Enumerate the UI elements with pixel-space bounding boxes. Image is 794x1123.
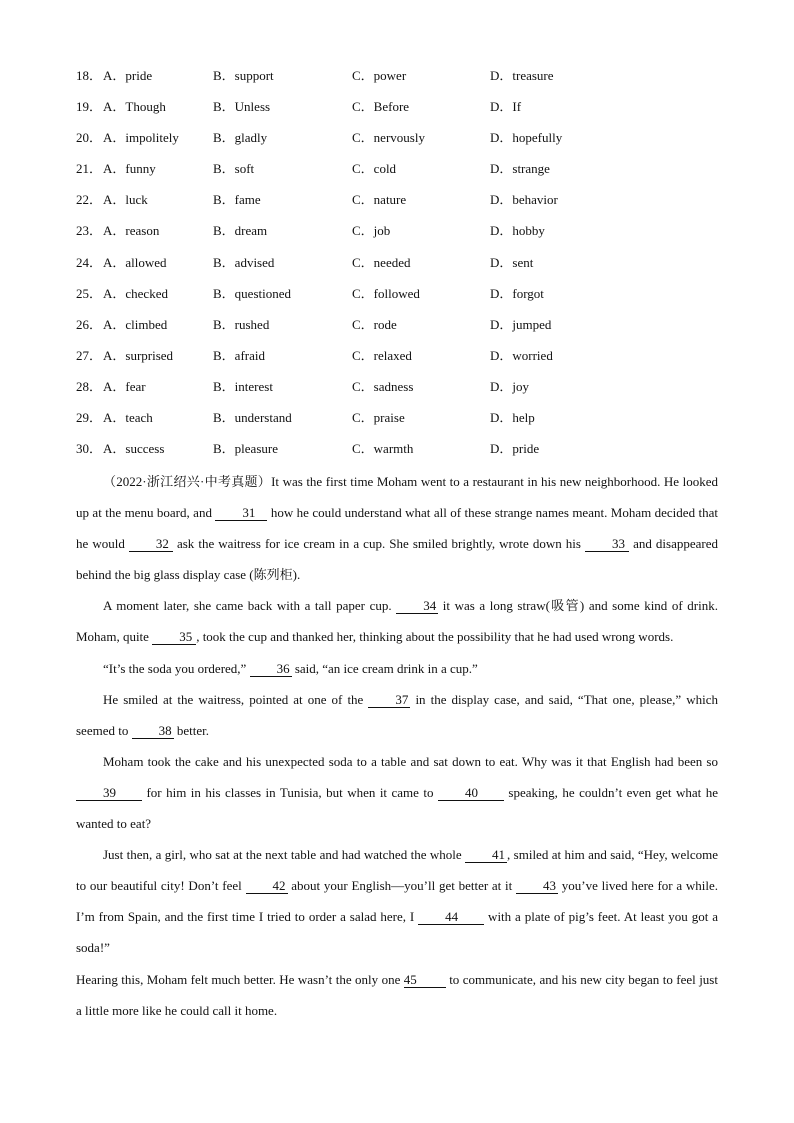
passage-text: speaking, he couldn’t even get what he wanted to eat? bbox=[76, 784, 718, 832]
option-d: D．help bbox=[490, 410, 535, 426]
option-d: D．sent bbox=[490, 254, 534, 270]
passage-text: , took the cup and thanked her, thinking about the possibility that he had used wrong words. bbox=[196, 629, 674, 645]
blank-43: 43 bbox=[516, 879, 558, 894]
blank-35: 35 bbox=[152, 630, 196, 645]
passage-text: and disappeared behind the big glass display case (陈列柜). bbox=[76, 536, 718, 583]
blank-45: 45 bbox=[404, 973, 446, 988]
option-b: B．Unless bbox=[213, 99, 271, 115]
passage-text: “It’s the soda you ordered,” bbox=[103, 660, 250, 676]
passage-paragraph-3 bbox=[76, 653, 718, 684]
option-c: C．power bbox=[352, 68, 407, 83]
option-a: A．funny bbox=[103, 161, 156, 177]
option-a: A．allowed bbox=[103, 254, 167, 270]
option-b: B．support bbox=[213, 68, 274, 83]
blank-44: 44 bbox=[418, 910, 484, 925]
passage-text: in the display case, and said, “That one, please,” which seemed to bbox=[76, 691, 718, 738]
passage-text: Hearing this, Moham felt much better. He wasn’t the only one bbox=[76, 971, 404, 987]
option-d: D．jumped bbox=[490, 316, 552, 332]
option-c: C．rode bbox=[352, 316, 397, 332]
passage-text: better. bbox=[173, 722, 209, 738]
option-d: D．forgot bbox=[490, 285, 544, 301]
option-c: C．nervously bbox=[352, 130, 425, 146]
source-note: （2022·浙江绍兴·中考真题） bbox=[103, 474, 272, 489]
option-c: C．followed bbox=[352, 285, 420, 301]
option-d: D．treasure bbox=[490, 68, 554, 83]
option-c: C．relaxed bbox=[352, 347, 412, 363]
option-c: C．sadness bbox=[352, 378, 414, 394]
option-a: A．Though bbox=[103, 99, 166, 115]
question-number: 19． bbox=[76, 99, 103, 115]
passage-text: about your English—you’ll get better at it bbox=[287, 878, 517, 894]
blank-31: 31 bbox=[215, 506, 267, 521]
passage-paragraph-2 bbox=[76, 590, 718, 652]
question-number: 22． bbox=[76, 192, 103, 208]
question-number: 26． bbox=[76, 316, 103, 332]
blank-38: 38 bbox=[132, 724, 174, 739]
option-c: C．needed bbox=[352, 254, 411, 270]
passage-text: to communicate, and his new city began to feel just a little more like he could call it home. bbox=[76, 971, 718, 1018]
passage-text: for him in his classes in Tunisia, but when it came to bbox=[142, 784, 438, 800]
option-b: B．advised bbox=[213, 254, 275, 270]
passage-text: how he could understand what all of these strange names meant. Moham decided that he would bbox=[76, 505, 718, 552]
cloze-passage bbox=[76, 466, 718, 1026]
passage-paragraph-6 bbox=[76, 839, 718, 963]
question-number: 20． bbox=[76, 130, 103, 146]
blank-36: 36 bbox=[250, 662, 292, 677]
option-d: D．If bbox=[490, 99, 522, 115]
option-d: D．worried bbox=[490, 347, 553, 363]
passage-text: , smiled at him and said, “Hey, welcome to our beautiful city! Don’t feel bbox=[76, 847, 718, 894]
passage-text: with a plate of pig’s feet. At least you got a soda!” bbox=[76, 909, 718, 956]
passage-paragraph-7 bbox=[76, 964, 718, 1026]
option-b: B．fame bbox=[213, 192, 261, 208]
option-a: A．pride bbox=[103, 68, 153, 83]
question-number: 28． bbox=[76, 378, 103, 394]
question-number: 18． bbox=[76, 68, 103, 83]
passage-text: A moment later, she came back with a tall paper cup. bbox=[103, 598, 397, 614]
question-number: 25． bbox=[76, 285, 103, 301]
option-d: D．joy bbox=[490, 378, 530, 394]
question-number: 30． bbox=[76, 441, 103, 457]
option-a: A．surprised bbox=[103, 347, 174, 363]
passage-paragraph-4 bbox=[76, 684, 718, 746]
option-b: B．questioned bbox=[213, 285, 291, 301]
option-c: C．cold bbox=[352, 161, 397, 177]
option-b: B．dream bbox=[213, 223, 268, 239]
passage-paragraph-1 bbox=[76, 466, 718, 590]
option-b: B．afraid bbox=[213, 347, 265, 363]
option-c: C．job bbox=[352, 223, 391, 239]
blank-42: 42 bbox=[246, 879, 288, 894]
question-number: 24． bbox=[76, 254, 103, 270]
option-d: D．pride bbox=[490, 441, 540, 457]
option-a: A．luck bbox=[103, 192, 148, 208]
option-c: C．praise bbox=[352, 410, 405, 426]
passage-text: it was a long straw(吸管) and some kind of drink. Moham, quite bbox=[76, 598, 718, 645]
passage-text: Just then, a girl, who sat at the next table and had watched the whole bbox=[103, 847, 466, 863]
question-number: 21． bbox=[76, 161, 103, 177]
passage-text: you’ve lived here for a while. I’m from Spain, and the first time I tried to order a salad here, I bbox=[76, 878, 718, 925]
blank-33: 33 bbox=[585, 537, 629, 552]
option-c: C．nature bbox=[352, 192, 407, 208]
blank-40: 40 bbox=[438, 786, 504, 801]
option-a: A．impolitely bbox=[103, 130, 179, 146]
question-number: 29． bbox=[76, 410, 103, 426]
option-b: B．soft bbox=[213, 161, 255, 177]
option-a: A．climbed bbox=[103, 316, 168, 332]
passage-paragraph-5 bbox=[76, 746, 718, 839]
passage-text: ask the waitress for ice cream in a cup. She smiled brightly, wrote down his bbox=[172, 536, 586, 552]
option-b: B．pleasure bbox=[213, 441, 278, 457]
passage-text: said, “an ice cream drink in a cup.” bbox=[291, 660, 478, 676]
option-d: D．behavior bbox=[490, 192, 558, 208]
option-a: A．success bbox=[103, 441, 165, 457]
passage-text: He smiled at the waitress, pointed at one of the bbox=[103, 691, 369, 707]
blank-39: 39 bbox=[76, 786, 142, 801]
option-d: D．strange bbox=[490, 161, 550, 177]
option-c: C．Before bbox=[352, 99, 410, 115]
option-a: A．checked bbox=[103, 285, 168, 301]
question-number: 27． bbox=[76, 347, 103, 363]
option-b: B．rushed bbox=[213, 316, 270, 332]
option-d: D．hopefully bbox=[490, 130, 563, 146]
option-a: A．teach bbox=[103, 410, 153, 426]
blank-41: 41 bbox=[465, 848, 507, 863]
passage-text: Moham took the cake and his unexpected soda to a table and sat down to eat. Why was it that English had been so bbox=[103, 753, 718, 769]
blank-34: 34 bbox=[396, 599, 438, 614]
option-a: A．reason bbox=[103, 223, 160, 239]
option-d: D．hobby bbox=[490, 223, 545, 239]
question-number: 23． bbox=[76, 223, 103, 239]
option-b: B．understand bbox=[213, 410, 292, 426]
blank-37: 37 bbox=[368, 693, 410, 708]
option-c: C．warmth bbox=[352, 441, 414, 457]
option-b: B．gladly bbox=[213, 130, 268, 146]
option-b: B．interest bbox=[213, 378, 273, 394]
blank-32: 32 bbox=[129, 537, 173, 552]
passage-text: It was the first time Moham went to a restaurant in his new neighborhood. He looked up at the menu board, and bbox=[76, 474, 718, 521]
option-a: A．fear bbox=[103, 378, 146, 394]
